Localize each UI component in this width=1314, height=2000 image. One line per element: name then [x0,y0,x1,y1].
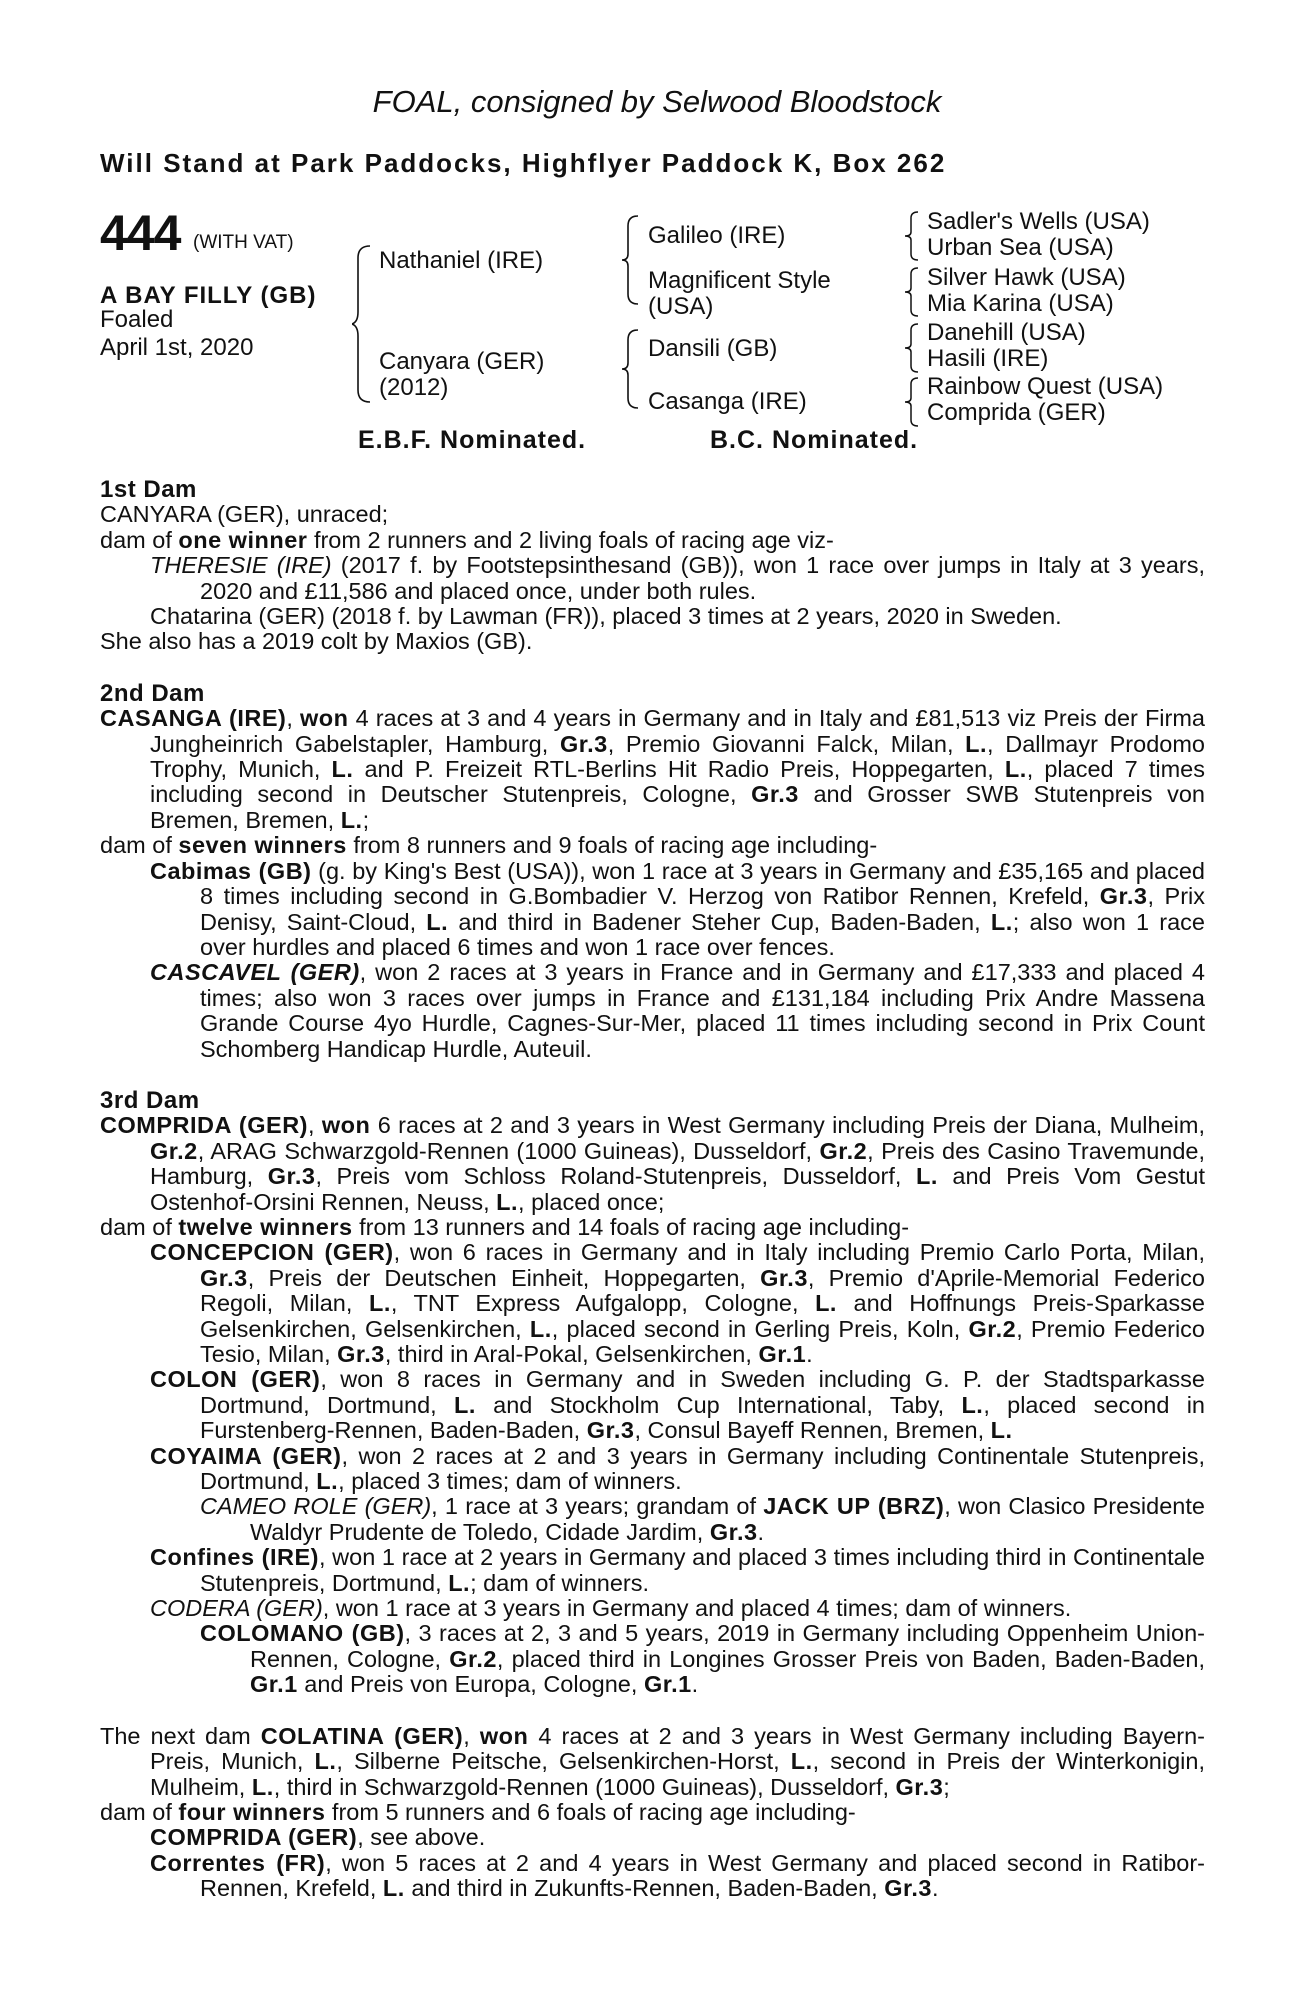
first-dam-produce: dam of one winner from 2 runners and 2 living foals of racing age viz- [100,526,834,553]
pedigree-bracket-g1 [905,210,921,262]
next-dam-record: The next dam COLATINA (GER), won 4 races at 2 and 3 years in West Germany including Bayern-Preis, Munich, L., Silberne Peitsche, Gelsenkirchen-Horst, L., second in Preis der Winterkonigin, Mulheim, L., third in Schwarzgold-Rennen (1000 Guineas), Dusseldorf, Gr.3; [100,1722,1206,1800]
produce-chatarina: Chatarina (GER) (2018 f. by Lawman (FR)), placed 3 times at 2 years, 2020 in Sweden. [150,603,1062,630]
ebf-nomination: E.B.F. Nominated. [358,426,587,454]
stand-location: Will Stand at Park Paddocks, Highflyer Paddock K, Box 262 [100,148,947,178]
pedigree-dam: Canyara (GER) [379,348,545,375]
pedigree-dam-year: (2012) [379,374,449,401]
pedigree-gen3-4: Mia Karina (USA) [927,290,1114,317]
pedigree-bracket-gen1 [352,244,374,404]
lot-number: 444 [100,205,181,261]
horse-name: A BAY FILLY (GB) [100,282,317,309]
produce-correntes: Correntes (FR), won 5 races at 2 and 4 years in West Germany and placed second in Ratibor-Rennen, Krefeld, L. and third in Zukunfts-Rennen, Baden-Baden, Gr.3. [150,1849,1205,1902]
produce-confines: Confines (IRE), won 1 race at 2 years in Germany and placed 3 times including third in Continentale Stutenpreis, Dortmund, L.; dam of winners. [150,1544,1205,1596]
vat-note: (WITH VAT) [193,232,294,253]
third-dam-produce: dam of twelve winners from 13 runners and 14 foals of racing age including- [100,1213,910,1240]
pedigree-dam-dam: Casanga (IRE) [648,388,807,415]
catalogue-body [100,477,1205,1902]
next-dam-produce: dam of four winners from 5 runners and 6 foals of racing age including- [100,1798,856,1825]
pedigree-bracket-sire [622,214,642,306]
produce-colomano: COLOMANO (GB), 3 races at 2, 3 and 5 years, 2019 in Germany including Oppenheim Union-Rennen, Cologne, Gr.2, placed third in Longines Grosser Preis von Baden, Baden-Baden, Gr.1 and Preis von Europa, Cologne, Gr.1. [200,1620,1205,1698]
pedigree-gen3-7: Rainbow Quest (USA) [927,373,1164,400]
pedigree-gen3-2: Urban Sea (USA) [927,234,1114,261]
pedigree-bracket-g4 [905,376,921,428]
pedigree-bracket-g2 [905,266,921,318]
produce-cameo-role: CAMEO ROLE (GER), 1 race at 3 years; grandam of JACK UP (BRZ), won Clasico Presidente Waldyr Prudente de Toledo, Cidade Jardim, Gr.3. [200,1493,1205,1545]
pedigree-gen3-1: Sadler's Wells (USA) [927,208,1150,235]
produce-concepcion: CONCEPCION (GER), won 6 races in Germany and in Italy including Premio Carlo Porta, Milan, Gr.3, Preis der Deutschen Einheit, Hoppegarten, Gr.3, Premio d'Aprile-Memorial Federico Regoli, Milan, L., TNT Express Aufgalopp, Cologne, L. and Hoffnungs Preis-Sparkasse Gelsenkirchen, Gelsenkirchen, L., placed second in Gerling Preis, Koln, Gr.2, Premio Federico Tesio, Milan, Gr.3, third in Aral-Pokal, Gelsenkirchen, Gr.1. [150,1239,1206,1367]
pedigree-sire: Nathaniel (IRE) [379,247,544,274]
produce-cabimas: Cabimas (GB) (g. by King's Best (USA)), won 1 race at 3 years in Germany and £35,165 and placed 8 times including second in G.Bombadier V. Herzog von Ratibor Rennen, Krefeld, Gr.3, Prix Denisy, Saint-Cloud, L. and third in Badener Steher Cup, Baden-Baden, L.; also won 1 race over hurdles and placed 6 times and won 1 race over fences. [150,857,1205,960]
produce-cascavel: CASCAVEL (GER), won 2 races at 3 years in France and in Germany and £17,333 and placed 4 times; also won 3 races over jumps in France and £131,184 including Prix Andre Massena Grande Course 4yo Hurdle, Cagnes-Sur-Mer, placed 11 times including second in Prix Count Schomberg Handicap Hurdle, Auteuil. [150,959,1205,1062]
pedigree-sire-dam-country: (USA) [648,293,714,320]
third-dam-record: COMPRIDA (GER), won 6 races at 2 and 3 years in West Germany including Preis der Diana, Mulheim, Gr.2, ARAG Schwarzgold-Rennen (1000 Guineas), Dusseldorf, Gr.2, Preis des Casino Travemunde, Hamburg, Gr.3, Preis vom Schloss Roland-Stutenpreis, Dusseldorf, L. and Preis Vom Gestut Ostenhof-Orsini Rennen, Neuss, L., placed once; [100,1112,1205,1215]
second-dam-produce: dam of seven winners from 8 runners and 9 foals of racing age including- [100,832,878,859]
pedigree-gen3-5: Danehill (USA) [927,319,1086,346]
produce-colon: COLON (GER), won 8 races in Germany and in Sweden including G. P. der Stadtsparkasse Dortmund, Dortmund, L. and Stockholm Cup International, Taby, L., placed second in Furstenberg-Rennen, Baden-Baden, Gr.3, Consul Bayeff Rennen, Bremen, L. [150,1366,1206,1444]
pedigree-bracket-g3 [905,322,921,374]
foaled-label: Foaled [100,306,174,333]
bc-nomination: B.C. Nominated. [710,426,919,454]
third-dam-heading: 3rd Dam [100,1086,200,1114]
pedigree-gen3-8: Comprida (GER) [927,399,1106,426]
pedigree-bracket-dam [622,328,642,410]
first-dam-intro: CANYARA (GER), unraced; [100,501,389,528]
pedigree-gen3-3: Silver Hawk (USA) [927,264,1126,291]
second-dam-heading: 2nd Dam [100,679,205,707]
produce-theresie: THERESIE (IRE) (2017 f. by Footstepsinthesand (GB)), won 1 race over jumps in Italy at 3 years, 2020 and £11,586 and placed once, under both rules. [150,552,1205,604]
pedigree-dam-sire: Dansili (GB) [648,335,778,362]
produce-comprida: COMPRIDA (GER), see above. [150,1824,486,1851]
produce-coyaima: COYAIMA (GER), won 2 races at 2 and 3 years in Germany including Continentale Stutenpreis, Dortmund, L., placed 3 times; dam of winners. [150,1442,1206,1495]
pedigree-gen3-6: Hasili (IRE) [927,345,1049,372]
first-dam-heading: 1st Dam [100,476,197,503]
foaled-date: April 1st, 2020 [100,334,254,361]
produce-2019-colt: She also has a 2019 colt by Maxios (GB). [100,628,533,655]
consignor-line: FOAL, consigned by Selwood Bloodstock [372,84,942,119]
produce-codera: CODERA (GER), won 1 race at 3 years in Germany and placed 4 times; dam of winners. [150,1595,1072,1622]
pedigree-sire-sire: Galileo (IRE) [648,222,786,249]
pedigree-sire-dam: Magnificent Style [648,267,831,294]
second-dam-record: CASANGA (IRE), won 4 races at 3 and 4 years in Germany and in Italy and £81,513 viz Preis der Firma Jungheinrich Gabelstapler, Hamburg, Gr.3, Premio Giovanni Falck, Milan, L., Dallmayr Prodomo Trophy, Munich, L. and P. Freizeit RTL-Berlins Hit Radio Preis, Hoppegarten, L., placed 7 times including second in Deutscher Stutenpreis, Cologne, Gr.3 and Grosser SWB Stutenpreis von Bremen, Bremen, L.; [100,705,1205,833]
